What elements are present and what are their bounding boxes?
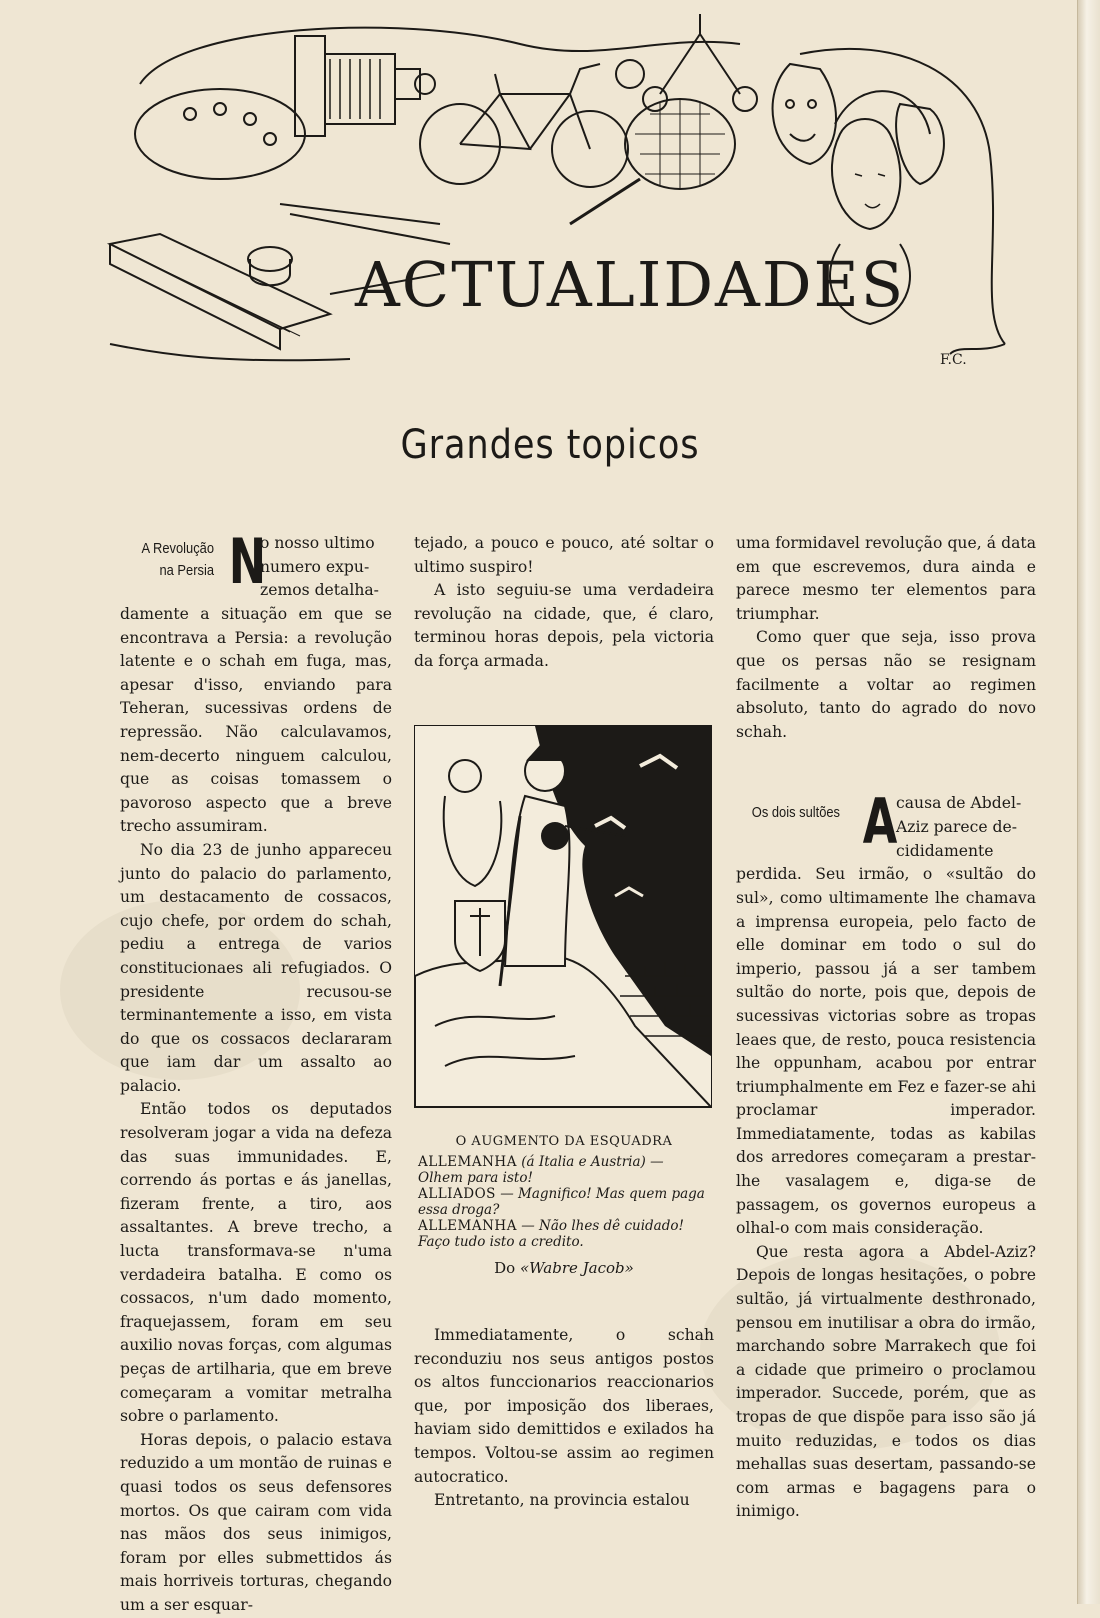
paragraph: tejado, a pouco e pouco, até soltar o ultimo suspiro! [414, 534, 714, 576]
opening-line: zemos detalha- [260, 581, 379, 600]
racket-icon [570, 99, 735, 224]
paragraph: No dia 23 de junho appareceu junto do palacio do parlamento, um destacamento de cossacos, cujo chefe, por ordem do schah, pediu a entrega de varios constitucionaes ali refugiados. O presidente recusou-se terminantemente a isso, em vista do que os cossacos declararam que iam dar um assalto ao palacio. [120, 840, 392, 1095]
camera-icon [295, 36, 435, 136]
dropcap-lines [896, 792, 1036, 863]
sidenote-line: na Persia [159, 562, 214, 579]
article-title: Grandes topicos [400, 422, 700, 468]
opening-block [736, 785, 1036, 863]
caption-source [418, 1260, 710, 1276]
column-2 [414, 532, 714, 674]
paragraph: Entretanto, na provincia estalou [434, 1491, 690, 1510]
theatre-masks-icon [773, 64, 944, 184]
opening-line: o nosso ultimo [260, 534, 375, 552]
paragraph: A isto seguiu-se uma verdadeira revolução na cidade, que, é claro, terminou horas depois, pela victoria da força armada. [414, 581, 714, 670]
section-title: ACTUALIDADES [355, 248, 906, 321]
caption-text: — Magnifico! Mas quem paga essa droga? [418, 1186, 705, 1218]
figure-caption [418, 1134, 710, 1276]
paragraph: damente a situação em que se encontrava a Persia: a revolução latente e o schah em fuga, mas, apesar d'isso, enviando para Teheran, sucessivas ordens de repressão. Não calculavamos, nem-decerto ninguem calculou, que as coisas tomassem o pavoroso aspecto que a breve trecho assumiram. [120, 605, 392, 836]
drop-cap: A [862, 785, 898, 859]
bicycle-icon [420, 64, 628, 187]
opening-line: Aziz parece de- [896, 817, 1017, 836]
caption-line [418, 1186, 710, 1218]
column-3 [736, 532, 1036, 1524]
column-2-continued [414, 1324, 714, 1513]
paragraph: perdida. Seu irmão, o «sultão do sul», como ultimamente lhe chamava a imprensa europeia, pelo facto de elle dominar em todo o sul do imperio, passou já a ser tambem sultão do norte, pois que, depois de sucessivas victorias sobre as tropas leaes que, de resto, pouca resistencia lhe oppunham, acabou por entrar triumphalmente em Fez e fazer-se ahi proclamar imperador. Immediatamente, todas as kabilas dos arredores começaram a prestar-lhe vasalagem e, diga-se de passagem, os governos europeus a olhal-o com mais consideração. [736, 865, 1036, 1238]
opening-line: causa de Abdel- [896, 794, 1022, 813]
paragraph: Como quer que seja, isso prova que os persas não se resignam facilmente a voltar ao regimen absoluto, tanto do agrado do novo schah. [736, 628, 1036, 741]
column-1 [120, 525, 392, 1618]
caption-text: (á Italia e Austria) — Olhem para isto! [418, 1154, 664, 1186]
book-icon [110, 234, 330, 349]
flask-icon [616, 14, 757, 111]
caption-source-prefix: Do [494, 1259, 516, 1277]
opening-block [120, 525, 392, 603]
sidenote-persia [131, 538, 214, 582]
caption-title: O AUGMENTO DA ESQUADRA [455, 1134, 673, 1149]
svg-text:F.C.: F.C. [940, 352, 967, 368]
caption-source-name: «Wabre Jacob» [520, 1259, 634, 1277]
dropcap-lines [260, 532, 392, 603]
caption-speaker: ALLEMANHA [418, 1154, 517, 1170]
opening-line: cididamente [896, 841, 994, 860]
sidenote-line: A Revolução [141, 540, 214, 557]
opening-line: numero expu- [260, 557, 370, 576]
paragraph: Horas depois, o palacio estava reduzido a um montão de ruinas e quasi todos os seus defensores mortos. Os que cairam com vida nas mãos dos seus inimigos, foram por elles submettidos ás mais horriveis torturas, chegando um a ser esquar- [120, 1430, 392, 1614]
cartoon-drawing [415, 726, 711, 1107]
caption-line [418, 1154, 710, 1186]
caption-text: — Não lhes dê cuidado! Faço tudo isto a credito. [418, 1218, 684, 1250]
caption-line [418, 1218, 710, 1250]
paragraph: uma formidavel revolução que, á data em que escrevemos, dura ainda e parece mesmo ter elementos para triumphar. [736, 534, 1036, 623]
paragraph: Que resta agora a Abdel-Aziz? Depois de longas hesitações, o pobre sultão, já virtualmente desthronado, pensou em inutilisar a obra do irmão, marchando sobre Marrakech que foi a cidade que primeiro o proclamou imperador. Succede, porém, que as tropas de que dispõe para isso são já muito reduzidas, e todos os dias mehallas suas desertam, passando-se com armas e bagagens para o inimigo. [736, 1242, 1036, 1521]
sidenote-sultoes: Os dois sultões [751, 804, 840, 822]
caption-speaker: ALLEMANHA [418, 1218, 517, 1234]
palette-icon [135, 89, 305, 179]
paragraph: Immediatamente, o schah reconduziu nos seus antigos postos os altos funccionarios reaccionarios que, por imposição dos liberaes, haviam sido demittidos e exilados ha tempos. Voltou-se assim ao regimen autocratico. [414, 1326, 714, 1486]
cartoon-illustration [414, 725, 712, 1108]
drop-cap: N [228, 525, 267, 598]
paragraph: Então todos os deputados resolveram jogar a vida na defeza das suas immunidades. E, correndo ás portas e ás janellas, fizeram frente, a tiro, aos assaltantes. A breve trecho, a lucta transformava-se n'uma verdadeira batalha. E como os cossacos, n'um dado momento, fraquejassem, foram em seu auxilio novas forças, com algumas peças de artilharia, que em breve começaram a vomitar metralha sobre o parlamento. [120, 1100, 392, 1426]
page-edge [1077, 0, 1100, 1604]
caption-speaker: ALLIADOS [418, 1186, 496, 1202]
